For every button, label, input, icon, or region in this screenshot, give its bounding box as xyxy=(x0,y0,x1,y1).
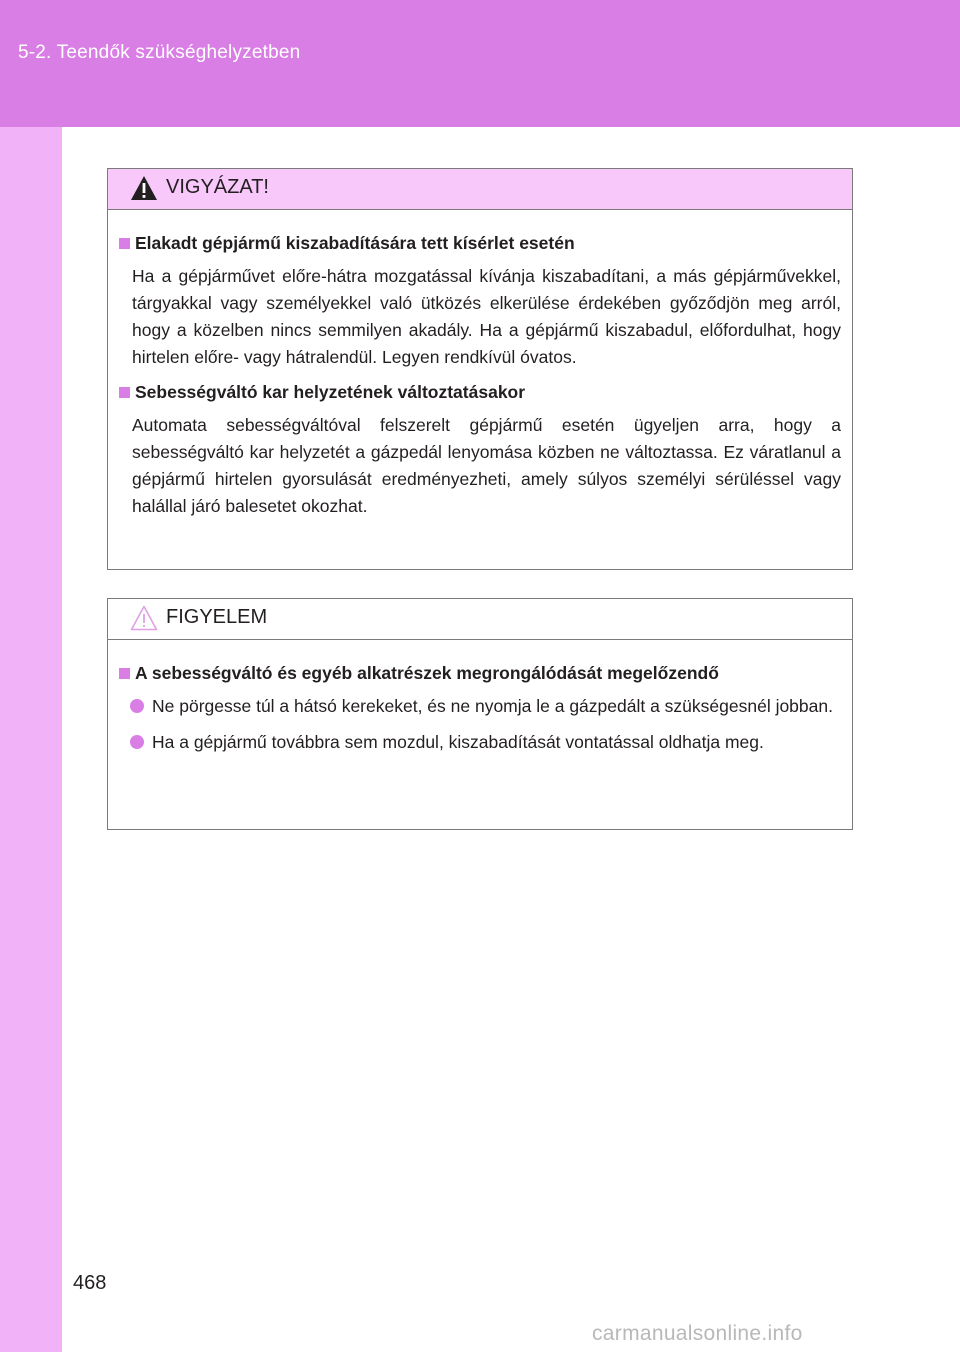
page-number: 468 xyxy=(73,1272,107,1294)
page-sidebar-band xyxy=(0,0,62,1352)
page-header xyxy=(0,0,960,127)
warning-paragraph-2: Automata sebességváltóval felszerelt gépjármű esetén ügyeljen arra, hogy a sebességváltó kar helyzetét a gázpedál lenyomása közben ne változtassa. Ez váratlanul a gépjármű hirtelen gyorsulását eredményezheti, amely súlyos személyi sérüléssel vagy halállal járó balesetet okozhat. xyxy=(132,415,841,516)
notice-subheading-text: A sebességváltó és egyéb alkatrészek megrongálódását megelőzendő xyxy=(135,663,719,683)
warning-triangle-icon xyxy=(130,174,158,202)
notice-box-body xyxy=(108,640,852,756)
square-bullet-icon xyxy=(119,668,130,679)
square-bullet-icon xyxy=(119,387,130,398)
warning-subheading-1 xyxy=(119,231,841,256)
circle-bullet-icon xyxy=(130,699,144,713)
notice-bullet-text: Ha a gépjármű továbbra sem mozdul, kiszabadítását vontatással oldhatja meg. xyxy=(152,732,764,752)
warning-subheading-2 xyxy=(119,380,841,405)
warning-subheading-text: Sebességváltó kar helyzetének változtatásakor xyxy=(135,382,526,402)
section-title: 5-2. Teendők szükséghelyzetben xyxy=(18,42,301,63)
caution-triangle-icon xyxy=(130,604,158,632)
warning-subheading-text: Elakadt gépjármű kiszabadítására tett kísérlet esetén xyxy=(135,233,575,253)
watermark: carmanualsonline.info xyxy=(592,1322,803,1345)
notice-bullet-2 xyxy=(119,729,841,756)
square-bullet-icon xyxy=(119,238,130,249)
warning-label: VIGYÁZAT! xyxy=(166,176,269,198)
circle-bullet-icon xyxy=(130,735,144,749)
warning-box xyxy=(107,168,853,570)
notice-box-header xyxy=(108,599,852,640)
notice-box xyxy=(107,598,853,830)
notice-label: FIGYELEM xyxy=(166,606,268,628)
notice-bullet-text: Ne pörgesse túl a hátsó kerekeket, és ne nyomja le a gázpedált a szükségesnél jobban. xyxy=(152,696,833,716)
warning-box-body xyxy=(108,210,852,520)
notice-subheading xyxy=(119,661,841,686)
warning-paragraph-1: Ha a gépjárművet előre-hátra mozgatással kívánja kiszabadítani, a más gépjárművekkel, tárgyakkal vagy személyekkel való ütközés elkerülése érdekében győződjön meg arról, hogy a közelben nincs semmilyen akadály. Ha a gépjármű kiszabadul, előfordulhat, hogy hirtelen előre- vagy hátralendül. Legyen rendkívül óvatos. xyxy=(132,266,841,367)
notice-bullet-1 xyxy=(119,693,841,720)
warning-box-header xyxy=(108,169,852,210)
